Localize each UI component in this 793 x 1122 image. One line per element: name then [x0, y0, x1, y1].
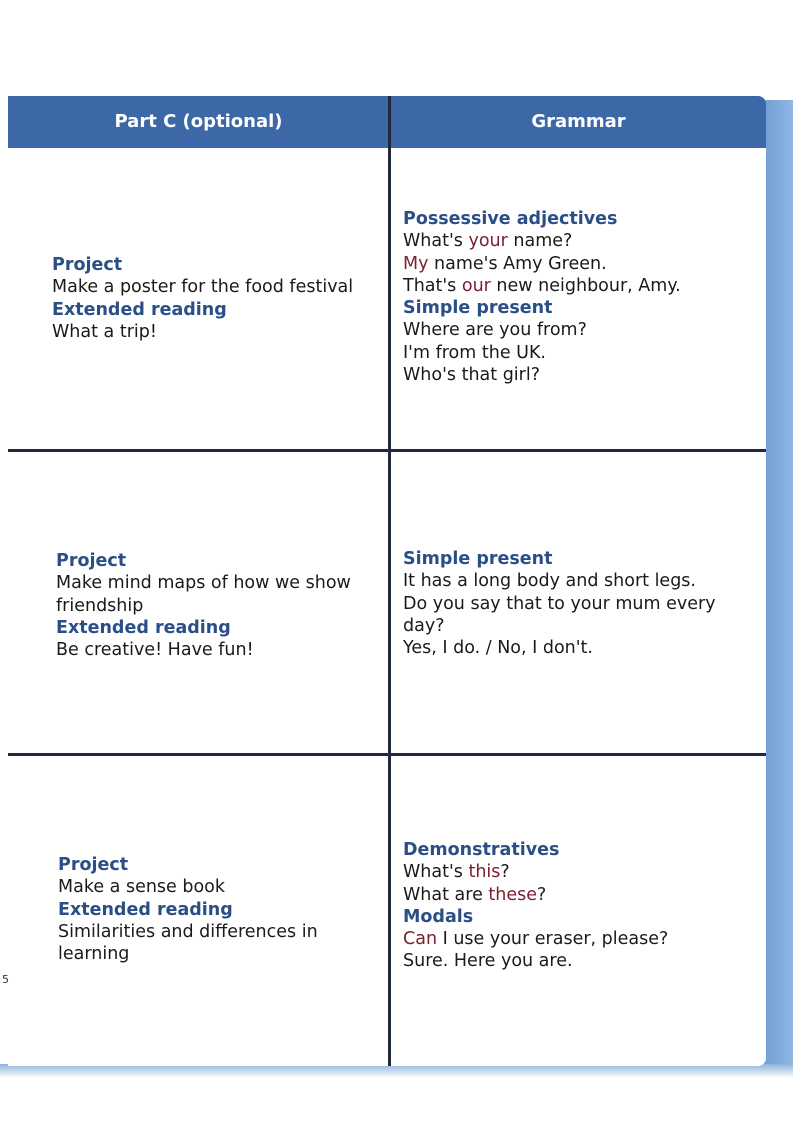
project-label: Project	[52, 255, 123, 275]
grammar-topic: Demonstratives	[403, 840, 560, 860]
extended-reading-label: Extended reading	[58, 899, 233, 920]
column-divider	[388, 96, 391, 1066]
example-sentence: Where are you from?	[403, 320, 587, 341]
extended-reading-text: learning	[58, 944, 130, 965]
example-sentence: What are these?	[403, 884, 547, 905]
row-3-grammar	[403, 839, 668, 973]
example-sentence: I'm from the UK.	[403, 342, 546, 363]
extended-reading-text: What a trip!	[52, 321, 157, 342]
extended-reading-label: Extended reading	[56, 617, 231, 638]
project-text: friendship	[56, 595, 144, 616]
grammar-topic: Simple present	[403, 549, 553, 569]
project-label: Project	[58, 855, 129, 875]
example-sentence: Can I use your eraser, please?	[403, 929, 669, 950]
example-sentence: Yes, I do. / No, I don't.	[403, 638, 593, 659]
project-label: Project	[56, 551, 127, 571]
example-sentence: What's this?	[403, 862, 510, 883]
extended-reading-label: Extended reading	[52, 299, 227, 320]
syllabus-table	[8, 96, 766, 1066]
row-divider	[8, 449, 766, 452]
row-3-part-c	[58, 854, 318, 965]
page-edge-shadow	[762, 100, 793, 1072]
extended-reading-text: Similarities and differences in	[58, 921, 318, 942]
page-bottom-shadow	[0, 1064, 793, 1078]
table-header	[8, 96, 766, 148]
header-part-c: Part C (optional)	[114, 111, 283, 132]
page-number: 5	[2, 973, 9, 986]
project-text: Make mind maps of how we show	[56, 573, 351, 594]
header-grammar: Grammar	[531, 111, 626, 132]
extended-reading-text: Be creative! Have fun!	[56, 640, 254, 661]
example-sentence: It has a long body and short legs.	[403, 571, 696, 592]
project-text: Make a sense book	[58, 877, 226, 898]
grammar-topic: Modals	[403, 906, 474, 927]
row-2-grammar	[403, 548, 716, 659]
row-1-grammar	[403, 208, 681, 386]
row-1-part-c	[52, 254, 353, 343]
example-sentence: Sure. Here you are.	[403, 951, 573, 972]
grammar-topic: Possessive adjectives	[403, 209, 618, 229]
row-divider	[8, 753, 766, 756]
example-sentence: Do you say that to your mum every	[403, 593, 716, 614]
project-text: Make a poster for the food festival	[52, 277, 354, 298]
example-sentence: What's your name?	[403, 231, 573, 252]
example-sentence: That's our new neighbour, Amy.	[403, 275, 681, 296]
row-2-part-c	[56, 550, 351, 661]
example-sentence: day?	[403, 615, 445, 636]
example-sentence: Who's that girl?	[403, 365, 541, 386]
grammar-topic: Simple present	[403, 298, 553, 319]
example-sentence: My name's Amy Green.	[403, 253, 607, 274]
